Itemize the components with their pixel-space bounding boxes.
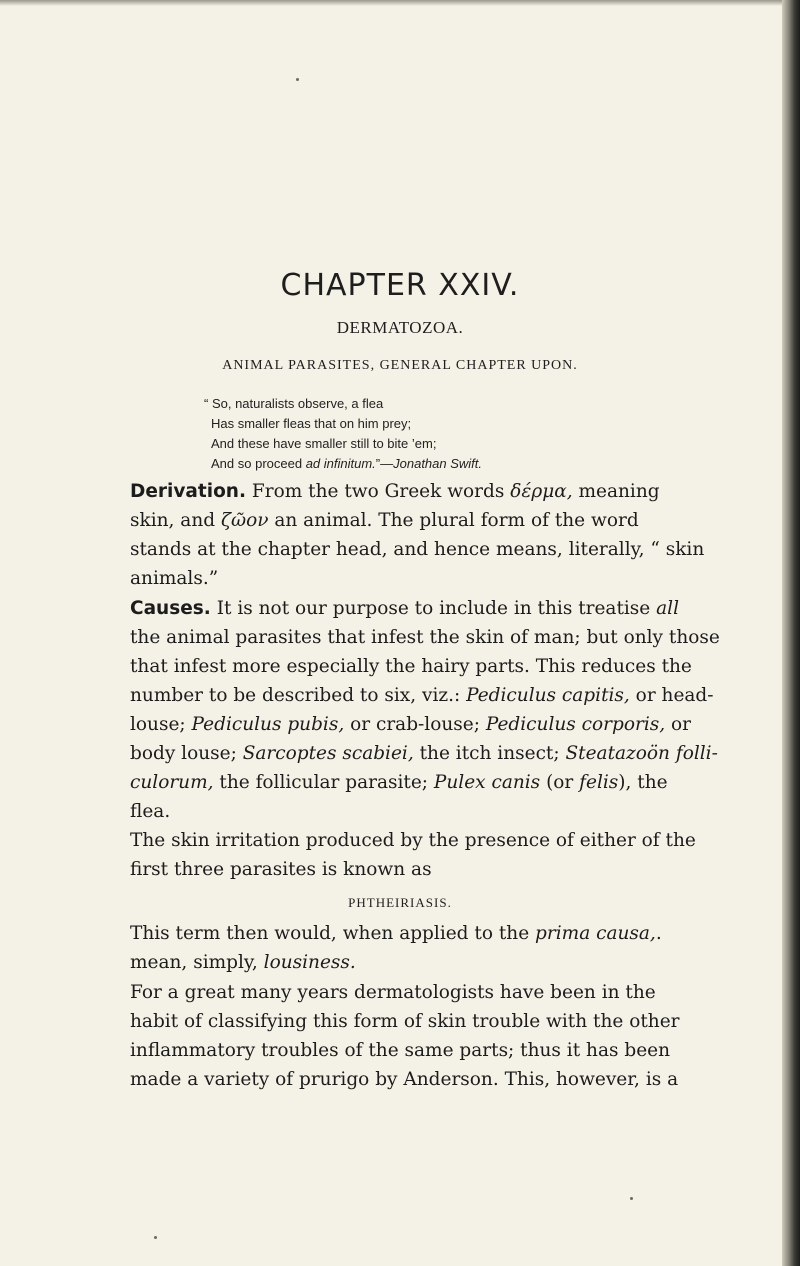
paper-speck [296,78,299,81]
epigraph-line-text: And so proceed [211,456,306,471]
text-run: This term then would, when applied to the [130,923,536,944]
page-top-shadow [0,0,782,6]
species-name: felis [579,772,619,793]
text-run: From the two Greek words [246,481,511,502]
emphasis: all [656,598,679,619]
species-name: Steatazoön folli- [565,743,718,764]
species-name: Pediculus pubis, [191,714,345,735]
epigraph-latin: ad infinitum. [305,456,376,471]
text-run: . [655,923,662,944]
epigraph-punctuation: ”— [375,456,394,471]
causes-line-2: the animal parasites that infest the skin of man; but only those [130,627,720,648]
epigraph-line: And these have smaller still to bite ’em; [211,436,437,451]
causes-line-1 [130,598,679,619]
text-run: ), the [618,772,668,793]
text-run: or [665,714,691,735]
last-para-line-3: inflammatory troubles of the same parts; thus it has been [130,1040,671,1061]
book-binding-edge [782,0,800,1266]
species-name: Pediculus capitis, [466,685,630,706]
paper-speck [154,1236,157,1239]
species-name: Sarcoptes scabiei, [242,743,414,764]
epigraph-line: Has smaller fleas that on him prey; [211,416,412,431]
derivation-heading: Derivation. [130,481,247,502]
species-name: culorum, [130,772,214,793]
text-run: (or [540,772,580,793]
greek-word-derma: δέρμα, [510,481,573,502]
epigraph-attribution: Jonathan Swift. [393,456,483,471]
last-para-line-2: habit of classifying this form of skin trouble with the other [130,1011,680,1032]
text-run: skin, and [130,510,221,531]
derivation-line-3: stands at the chapter head, and hence means, literally, “ skin [130,539,705,560]
text-run: body louse; [130,743,243,764]
chapter-subtitle: ANIMAL PARASITES, GENERAL CHAPTER UPON. [222,358,578,373]
causes-heading: Causes. [130,598,211,619]
causes-line-6 [130,743,718,764]
derivation-line-2 [130,510,639,531]
phtheiriasis-heading: PHTHEIRIASIS. [348,895,452,910]
species-name: Pulex canis [433,772,541,793]
causes-line-8: flea. [130,801,171,822]
section-title: DERMATOZOA. [336,318,464,337]
text-run: or crab-louse; [344,714,486,735]
phtheiriasis-line-2 [130,952,356,973]
text-run: meaning [572,481,660,502]
last-para-line-1: For a great many years dermatologists have been in the [130,982,656,1003]
causes-line-4 [130,685,714,706]
phtheiriasis-line-1 [130,923,662,944]
causes-line-7 [130,772,668,793]
derivation-line-1 [130,481,660,502]
paper-speck [630,1197,633,1200]
text-run: mean, simply, [130,952,264,973]
irritation-line-2: first three parasites is known as [130,859,432,880]
text-run: louse; [130,714,192,735]
text-run: or head- [629,685,714,706]
text-run: It is not our purpose to include in this treatise [210,598,657,619]
derivation-line-4: animals.” [130,568,219,589]
text-run: number to be described to six, viz.: [130,685,467,706]
chapter-title: CHAPTER XXIV. [280,268,520,303]
causes-line-3: that infest more especially the hairy parts. This reduces the [130,656,692,677]
emphasis: lousiness. [263,952,356,973]
irritation-line-1: The skin irritation produced by the presence of either of the [130,830,696,851]
text-run: an animal. The plural form of the word [268,510,639,531]
epigraph-line [211,456,482,471]
epigraph-line: “ So, naturalists observe, a flea [204,396,384,411]
text-run: the follicular parasite; [213,772,434,793]
latin-phrase: prima causa, [535,923,656,944]
causes-line-5 [130,714,691,735]
text-run: the itch insect; [413,743,566,764]
last-para-line-4: made a variety of prurigo by Anderson. This, however, is a [130,1069,679,1090]
greek-word-zoon: ζῶον [220,510,269,531]
species-name: Pediculus corporis, [485,714,666,735]
